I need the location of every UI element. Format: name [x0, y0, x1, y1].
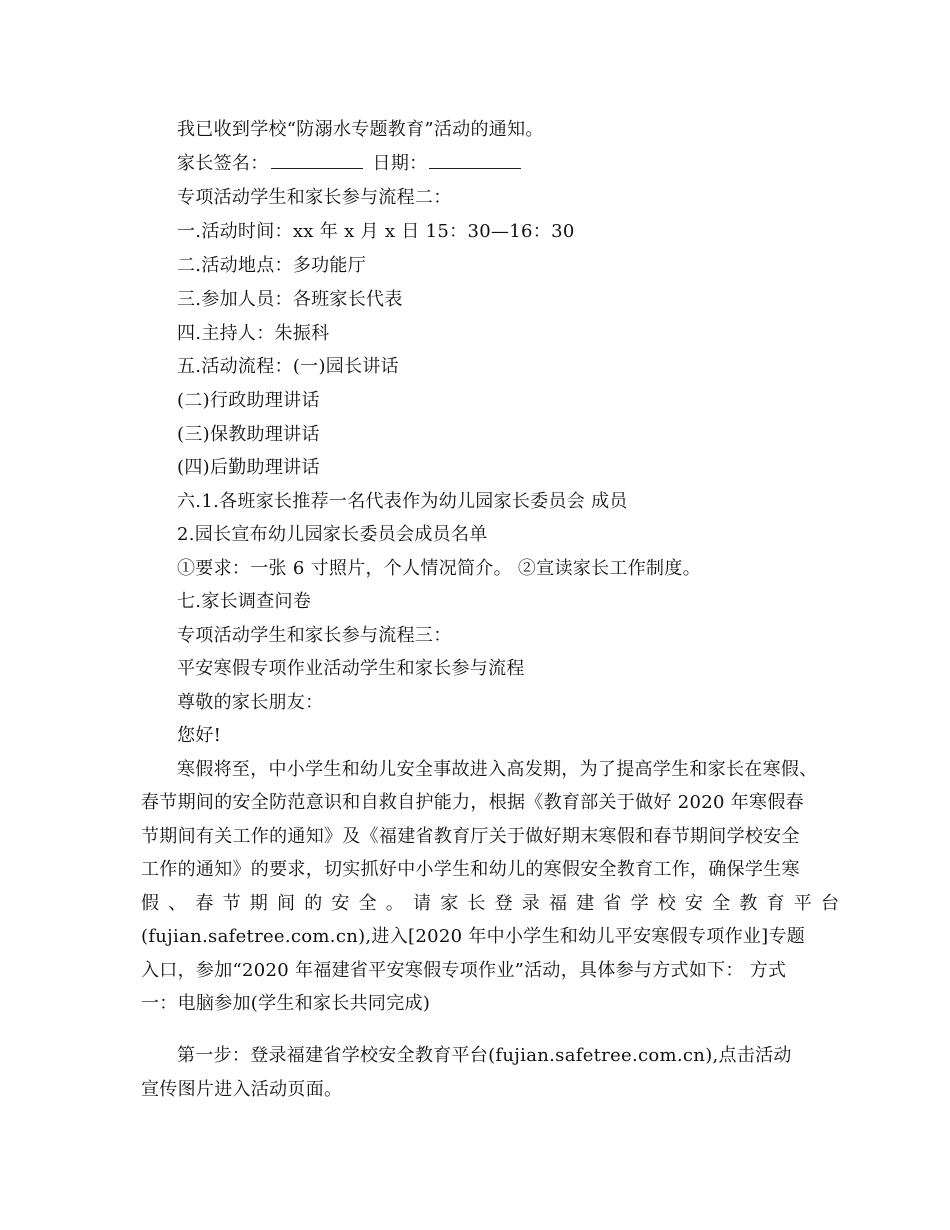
notice-ack-line: 我已收到学校“防溺水专题教育”活动的通知。 — [177, 119, 544, 140]
activity-time: 一.活动时间：xx 年 x 月 x 日 15：30—16：30 — [177, 221, 575, 242]
item-seven: 七.家长调查问卷 — [177, 591, 312, 612]
paragraph-2-line-1: 第一步：登录福建省学校安全教育平台(fujian.safetree.com.cn),点击活动 — [177, 1045, 792, 1066]
process-step-4: (四)后勤助理讲话 — [177, 457, 320, 478]
paragraph-1-line-7: 入口，参加“2020 年福建省平安寒假专项作业”活动，具体参与方式如下： 方式 — [141, 960, 787, 981]
greeting: 您好! — [177, 725, 222, 746]
process-step-2: (二)行政助理讲话 — [177, 390, 320, 411]
process-two-heading: 专项活动学生和家长参与流程二： — [177, 187, 452, 208]
paragraph-2-line-2: 宣传图片进入活动页面。 — [141, 1079, 343, 1100]
paragraph-1-line-8: 一：电脑参加(学生和家长共同完成) — [141, 993, 431, 1014]
item-six-1: 六.1.各班家长推荐一名代表作为幼儿园家长委员会 成员 — [177, 491, 628, 512]
winter-process-title: 平安寒假专项作业活动学生和家长参与流程 — [177, 658, 525, 679]
date-label: 日期： — [372, 153, 428, 174]
paragraph-1-line-5: 假、春节期间的安全。请家长登录福建省学校安全教育平台 — [141, 893, 849, 914]
sign-label: 家长签名： — [177, 153, 269, 174]
paragraph-1-line-6: (fujian.safetree.com.cn),进入[2020 年中小学生和幼儿平安寒假专项作业]专题 — [141, 926, 806, 947]
paragraph-1-line-4: 工作的通知》的要求，切实抓好中小学生和幼儿的寒假安全教育工作，确保学生寒 — [141, 859, 800, 880]
signature-line — [177, 152, 525, 176]
participants: 三.参加人员：各班家长代表 — [177, 289, 403, 310]
process-step-3: (三)保教助理讲话 — [177, 424, 320, 445]
item-six-2: 2.园长宣布幼儿园家长委员会成员名单 — [177, 524, 488, 545]
host: 四.主持人：朱振科 — [177, 323, 330, 344]
date-blank — [429, 152, 521, 169]
activity-location: 二.活动地点：多功能厅 — [177, 255, 367, 276]
salutation: 尊敬的家长朋友： — [177, 692, 324, 713]
paragraph-1-line-1: 寒假将至，中小学生和幼儿安全事故进入高发期，为了提高学生和家长在寒假、 — [177, 759, 818, 780]
process-three-heading: 专项活动学生和家长参与流程三： — [177, 625, 452, 646]
process-step-1: 五.活动流程：(一)园长讲话 — [177, 356, 399, 377]
signature-blank — [271, 152, 363, 169]
paragraph-1-line-3: 节期间有关工作的通知》及《福建省教育厅关于做好期末寒假和春节期间学校安全 — [141, 826, 800, 847]
paragraph-1-line-2: 春节期间的安全防范意识和自救自护能力，根据《教育部关于做好 2020 年寒假春 — [141, 792, 804, 813]
requirements: ①要求：一张 6 寸照片，个人情况简介。 ②宣读家长工作制度。 — [177, 558, 701, 579]
